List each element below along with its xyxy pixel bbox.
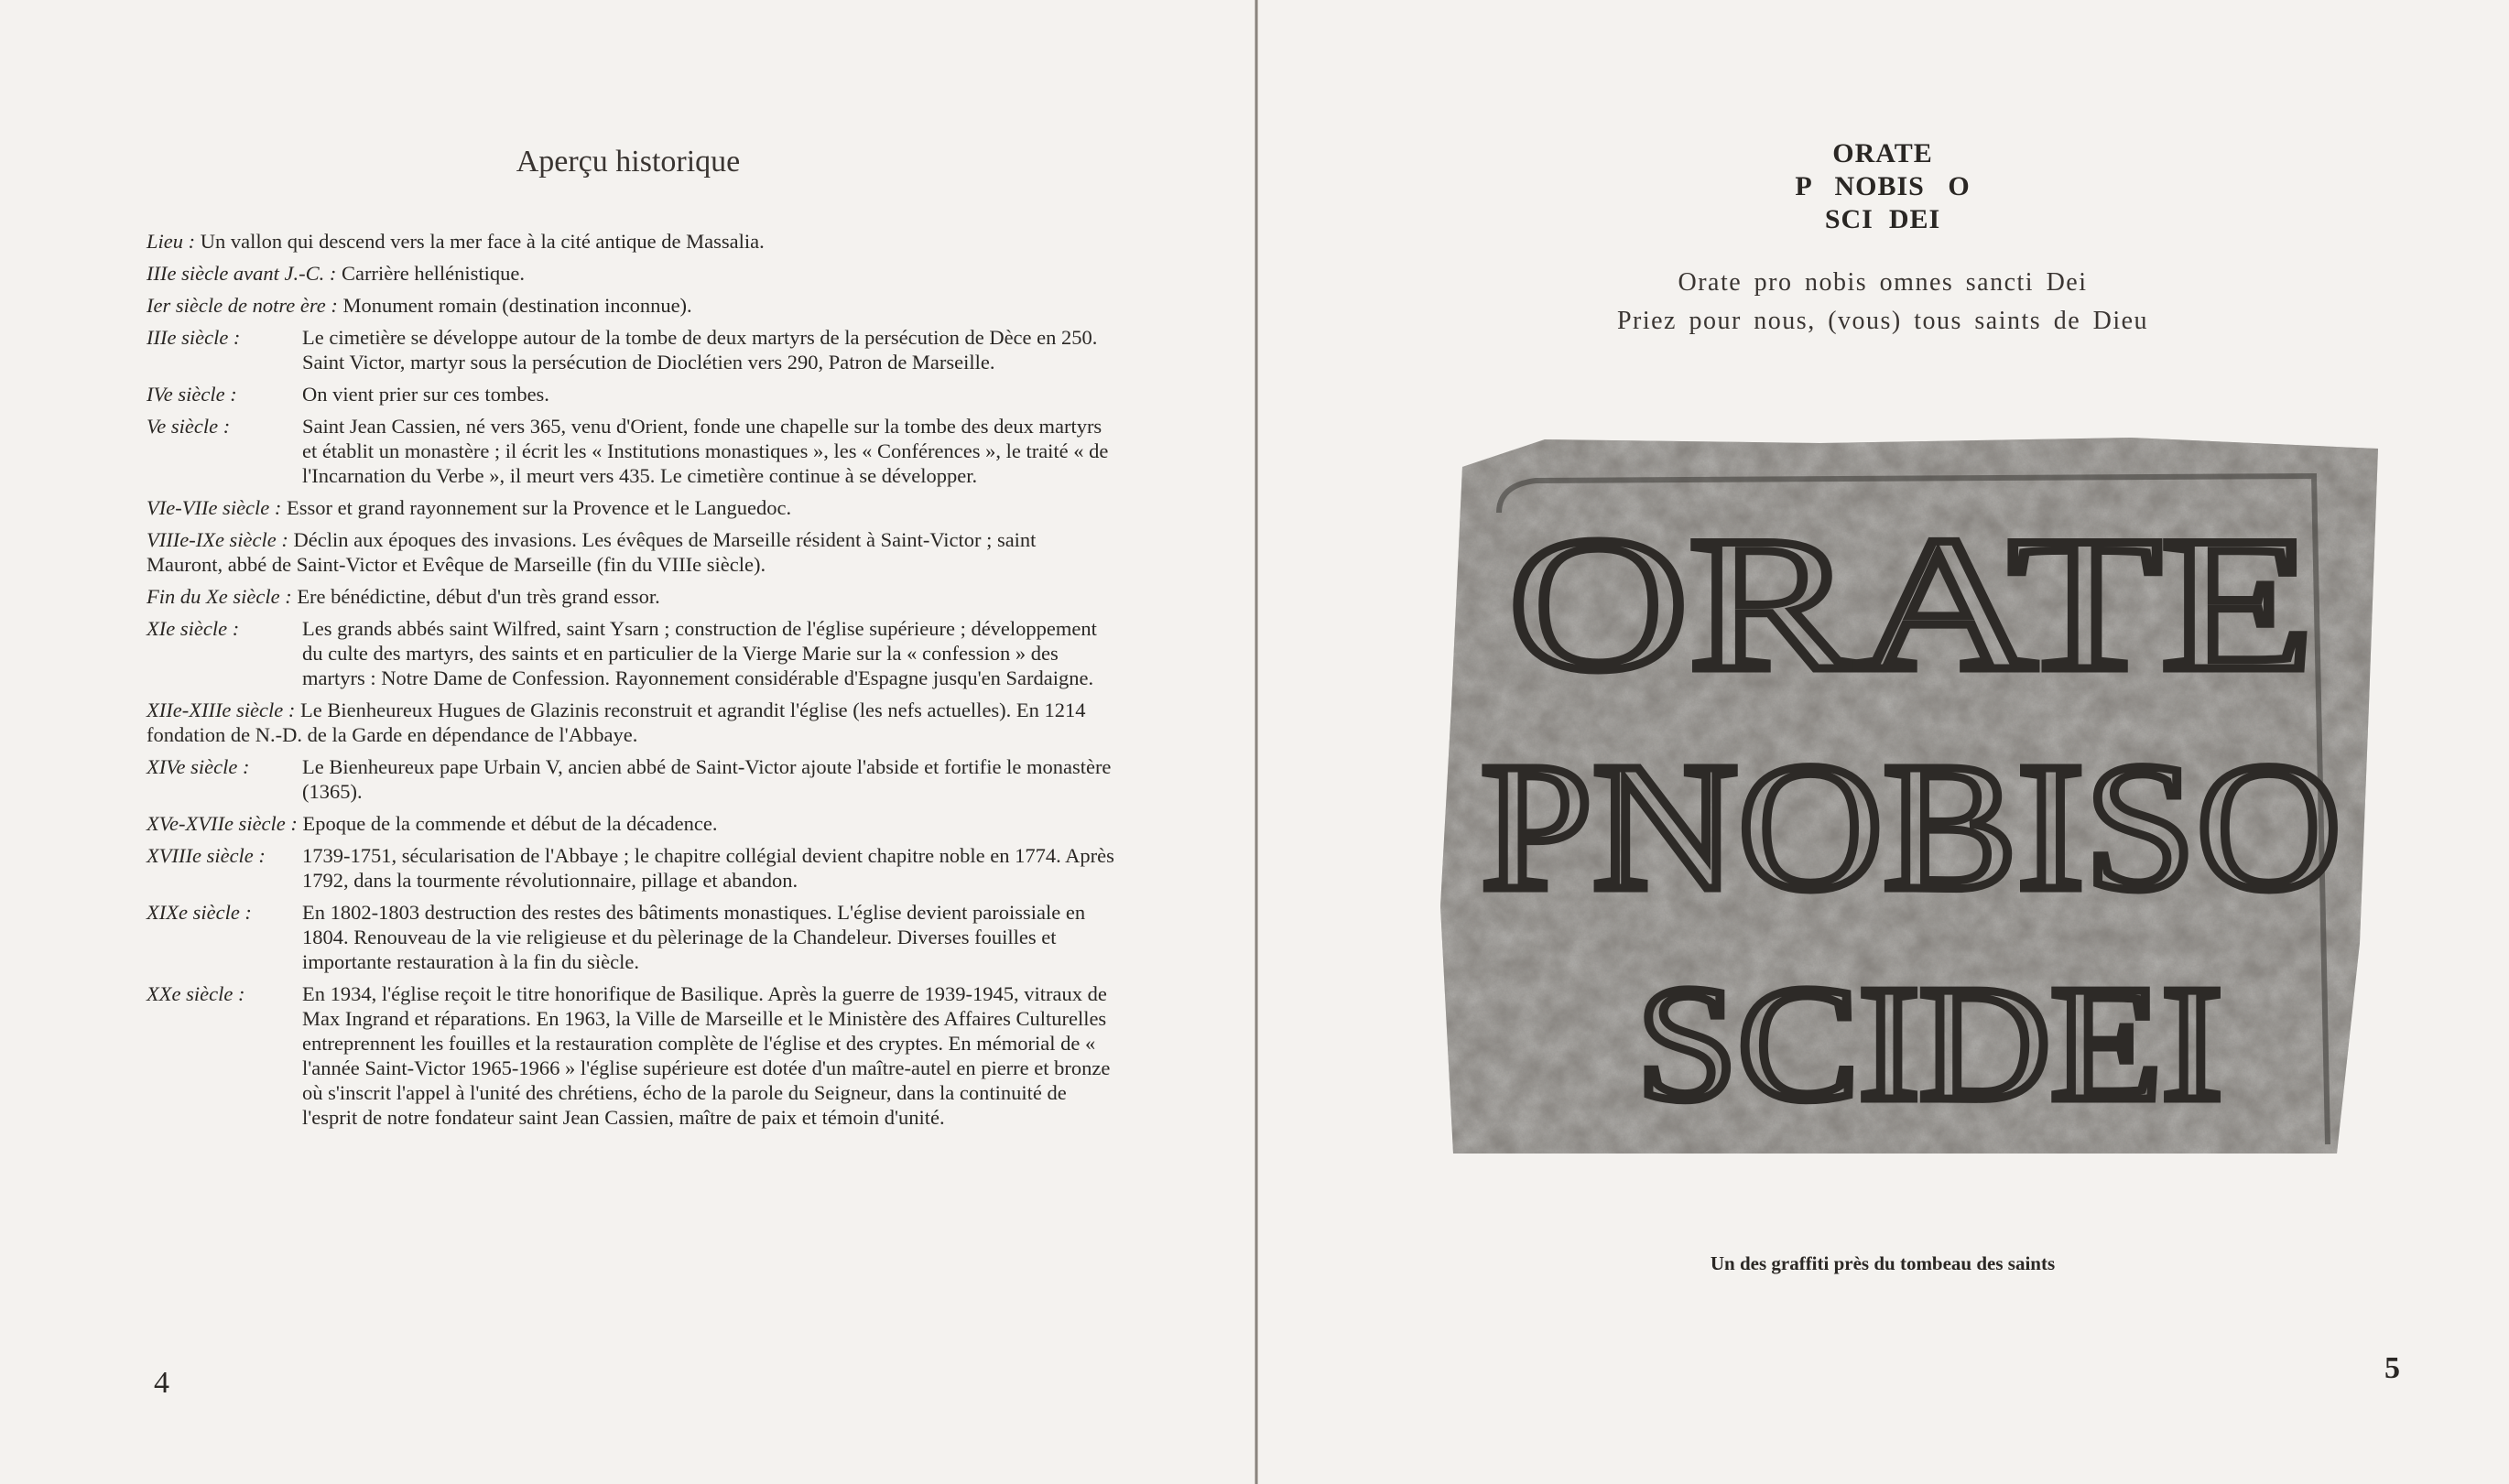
timeline-entry	[147, 527, 1117, 577]
inscription-line: ORATE	[1832, 138, 1933, 168]
french-line: Priez pour nous, (vous) tous saints de Dieu	[1616, 307, 2149, 335]
timeline-entry	[147, 754, 1117, 804]
timeline-description: Le Bienheureux Hugues de Glazinis reconstruit et agrandit l'église (les nefs actuelles). En 1214 fondation de N.-D. de la Garde en dépendance de l'Abbaye.	[147, 699, 1086, 746]
inscription-line: SCI DEI	[1824, 204, 1941, 234]
timeline-period-label: Fin du Xe siècle :	[147, 585, 292, 608]
timeline-period-label: XVe-XVIIe siècle :	[147, 812, 298, 835]
timeline-description: 1739-1751, sécularisation de l'Abbaye ; le chapitre collégial devient chapitre noble en 1774. Après 1792, dans la tourmente révolutionnaire, pillage et abandon.	[302, 844, 1114, 892]
timeline-period-label: Ve siècle :	[147, 415, 231, 438]
timeline-description: Le cimetière se développe autour de la tombe de deux martyrs de la persécution de Dèce en 250. Saint Victor, martyr sous la persécution de Dioclétien vers 290, Patron de Marseille.	[302, 326, 1098, 374]
timeline-entry	[147, 414, 1117, 488]
timeline-period-label: IIIe siècle :	[147, 326, 241, 349]
engraved-line-2: PNOBISO	[1481, 726, 2341, 928]
inscription-line: P NOBIS O	[1795, 171, 1971, 201]
graffiti-photo	[1435, 430, 2387, 1163]
timeline-entry	[147, 229, 1117, 254]
timeline-entry	[147, 843, 1117, 893]
inscription-transcription	[1256, 137, 2509, 236]
timeline-description: Déclin aux époques des invasions. Les évêques de Marseille résident à Saint-Victor ; saint Mauront, abbé de Saint-Victor et Evêque de Marseille (fin du VIIIe siècle).	[147, 528, 1037, 576]
engraved-line-3: SCIDEI	[1636, 952, 2222, 1134]
timeline-description: Epoque de la commende et début de la décadence.	[302, 812, 718, 835]
right-page	[1256, 0, 2509, 1484]
timeline-period-label: Ier siècle de notre ère :	[147, 294, 338, 317]
timeline-entry	[147, 981, 1117, 1130]
page-title: Aperçu historique	[516, 145, 741, 179]
timeline-period-label: XVIIIe siècle :	[147, 844, 266, 867]
timeline-entry	[147, 325, 1117, 374]
timeline-period-label: VIe-VIIe siècle :	[147, 496, 282, 519]
engraved-line-1: ORATE	[1508, 498, 2314, 710]
timeline-period-label: XIXe siècle :	[147, 901, 252, 924]
timeline-period-label: XIIe-XIIIe siècle :	[147, 699, 296, 721]
latin-line: Orate pro nobis omnes sancti Dei	[1678, 268, 2088, 297]
timeline-description: Les grands abbés saint Wilfred, saint Ysarn ; construction de l'église supérieure ; développement du culte des martyrs, des saints et en particulier de la Vierge Marie sur la « confession » des martyrs : Notre Dame de Confession. Rayonnement considérable d'Espagne jusqu'en Sardaigne.	[302, 617, 1097, 689]
timeline-entry	[147, 616, 1117, 690]
timeline-description: Le Bienheureux pape Urbain V, ancien abbé de Saint-Victor ajoute l'abside et fortifie le monastère (1365).	[302, 755, 1112, 803]
timeline-entry	[147, 382, 1117, 406]
timeline-description: Carrière hellénistique.	[342, 262, 525, 285]
photo-caption: Un des graffiti près du tombeau des saints	[1710, 1252, 2056, 1274]
timeline-period-label: XIVe siècle :	[147, 755, 250, 778]
timeline-description: En 1934, l'église reçoit le titre honorifique de Basilique. Après la guerre de 1939-1945, vitraux de Max Ingrand et réparations. En 1963, la Ville de Marseille et le Ministère des Affaires Culturelles entreprennent les fouilles et la restauration complète de l'église et des cryptes. En mémorial de « l'année Saint-Victor 1965-1966 » l'église supérieure est dotée d'un maître-autel en pierre et bronze où s'inscrit l'appel à l'unité des chrétiens, écho de la parole du Seigneur, dans la continuité de l'esprit de notre fondateur saint Jean Cassien, maître de paix et témoin d'unité.	[302, 982, 1111, 1129]
timeline-description: Monument romain (destination inconnue).	[342, 294, 692, 317]
timeline-period-label: XIe siècle :	[147, 617, 240, 640]
timeline-description: En 1802-1803 destruction des restes des bâtiments monastiques. L'église devient paroissiale en 1804. Renouveau de la vie religieuse et du pèlerinage de la Chandeleur. Diverses fouilles et importante restauration à la fin du siècle.	[302, 901, 1086, 973]
history-timeline	[147, 229, 1117, 1137]
timeline-entry	[147, 584, 1117, 609]
timeline-entry	[147, 811, 1117, 836]
timeline-period-label: XXe siècle :	[147, 982, 245, 1005]
translation-block	[1256, 264, 2509, 341]
timeline-description: Saint Jean Cassien, né vers 365, venu d'Orient, fonde une chapelle sur la tombe des deux martyrs et établit un monastère ; il écrit les « Institutions monastiques », les « Conférences », le traité « de l'Incarnation du Verbe », il meurt vers 435. Le cimetière continue à se développer.	[302, 415, 1109, 487]
timeline-period-label: VIIIe-IXe siècle :	[147, 528, 288, 551]
page-number-right: 5	[2384, 1351, 2400, 1385]
timeline-description: On vient prier sur ces tombes.	[302, 383, 549, 406]
timeline-period-label: IIIe siècle avant J.-C. :	[147, 262, 337, 285]
timeline-description: Essor et grand rayonnement sur la Provence et le Languedoc.	[287, 496, 792, 519]
timeline-entry	[147, 900, 1117, 974]
page-number-left: 4	[154, 1366, 169, 1400]
timeline-description: Un vallon qui descend vers la mer face à la cité antique de Massalia.	[200, 230, 765, 253]
timeline-entry	[147, 261, 1117, 286]
timeline-entry	[147, 495, 1117, 520]
timeline-entry	[147, 293, 1117, 318]
timeline-entry	[147, 698, 1117, 747]
timeline-period-label: Lieu :	[147, 230, 196, 253]
timeline-period-label: IVe siècle :	[147, 383, 237, 406]
timeline-description: Ere bénédictine, début d'un très grand essor.	[297, 585, 660, 608]
